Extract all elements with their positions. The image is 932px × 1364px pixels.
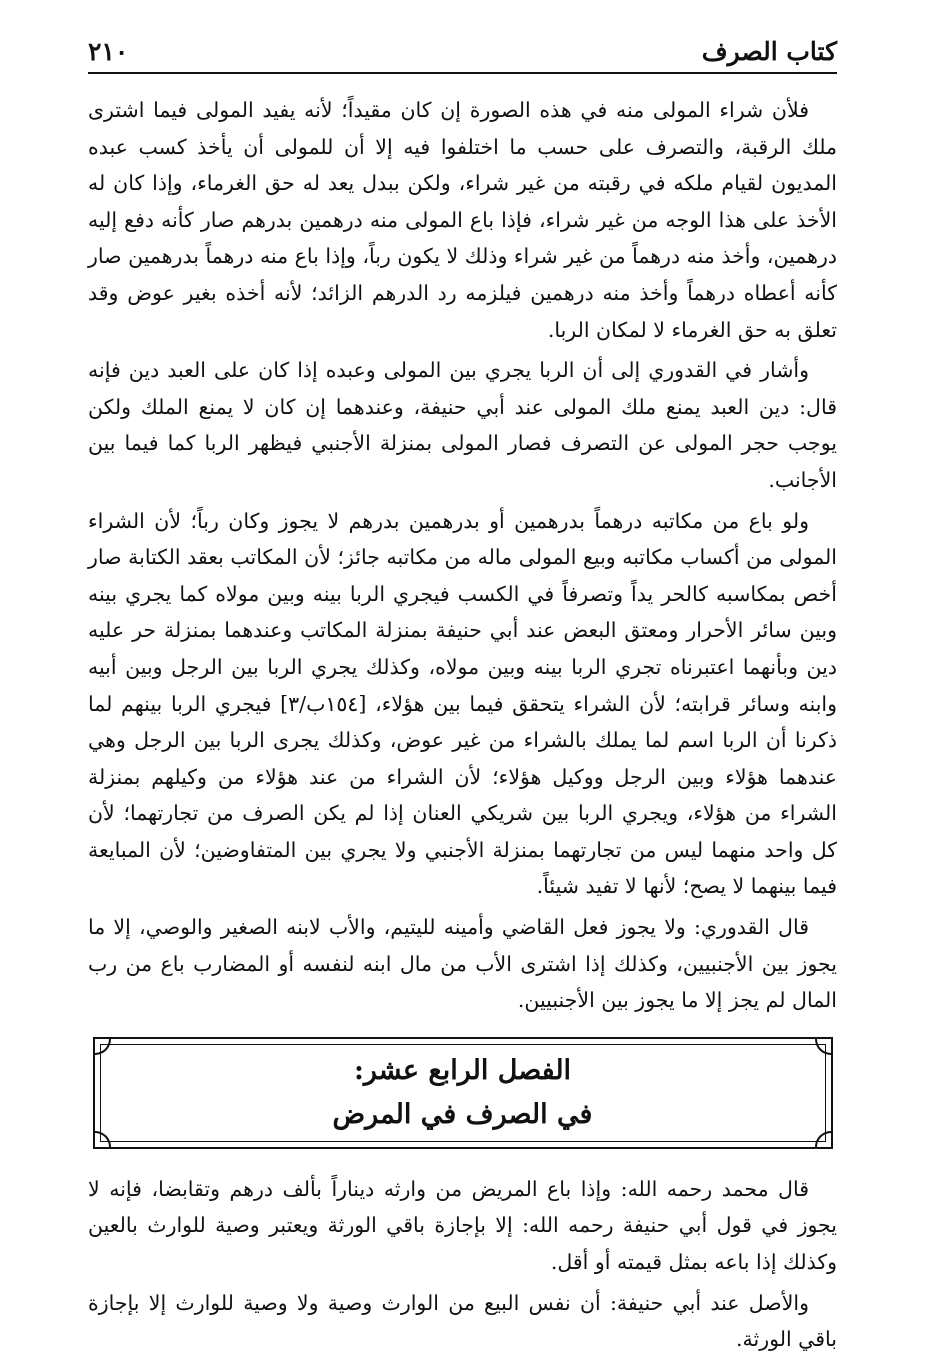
running-title: كتاب الصرف xyxy=(701,37,837,66)
paragraph: والأصل عند أبي حنيفة: أن نفس البيع من الوارث وصية ولا وصية للوارث إلا بإجازة باقي الورثة. xyxy=(88,1290,837,1352)
page-header xyxy=(88,30,837,74)
chapter-number: الفصل الرابع عشر: xyxy=(353,1054,572,1086)
chapter-title: في الصرف في المرض xyxy=(332,1098,593,1130)
page-body xyxy=(88,92,837,1362)
paragraph: قال محمد رحمه الله: وإذا باع المريض من وارثه ديناراً بألف درهم وتقابضا، فإنه لا يجوز في قول أبي حنيفة رحمه الله: إلا بإجازة باقي الورثة ويعتبر وصية للوارث بالعين وكذلك إذا باعه بمثل قيمته أو أقل. xyxy=(88,1176,837,1275)
paragraph: ولو باع من مكاتبه درهماً بدرهمين أو بدرهمين بدرهم لا يجوز وكان رباً؛ لأن الشراء المولى من أكساب مكاتبه وبيع المولى ماله من مكاتبه جائز؛ لأن المكاتب بعقد الكتابة صار أخص بمكاسبه كالحر يداً وتصرفاً في الكسب فيجري الربا بينه وبين مولاه كما يجري بينه وبين سائر الأحرار ومعتق البعض عند أبي حنيفة بمنزلة المكاتب وعندهما بمنزلة حر عليه دين وبأنهما اعتبرناه تجري الربا بينه وبين مولاه، وكذلك يجري الربا بين الرجل وبين أبيه وابنه وسائر قرابته؛ لأن الشراء يتحقق فيما بين هؤلاء، [١٥٤ب/٣] فيجري الربا بينهم لما ذكرنا أن الربا اسم لما يملك بالشراء من غير عوض، وكذلك يجرى الربا بين الرجل وهي عندهما هؤلاء وبين الرجل ووكيل هؤلاء؛ لأن الشراء من عند هؤلاء من وكيلهم بمنزلة الشراء من هؤلاء، ويجري الربا بين شريكي العنان إذا لم يكن الصرف من تجارتهما؛ لأن كل واحد منهما ليس من تجارتهما بمنزلة الأجنبي ولا يجري بين المتفاوضين؛ لأن المبايعة فيما بينهما لا يصح؛ لأنها لا تفيد شيئاً. xyxy=(88,508,837,899)
page-number: ٢١٠ xyxy=(88,37,129,66)
paragraph: فلأن شراء المولى منه في هذه الصورة إن كان مقيداً؛ لأنه يفيد المولى فيما اشترى ملك الرقبة، والتصرف على حسب ما اختلفوا فيه إلا أن للمولى أن يأخذ كسب عبده المديون لقيام ملكه في رقبته من غير شراء، ولكن ببدل يعد له حق الغرماء، وإذا كان له الأخذ على هذا الوجه من غير شراء، فإذا باع المولى منه درهمين بدرهم صار كأنه دفع إليه درهمين، وأخذ منه درهماً من غير شراء وذلك لا يكون رباً، وإذا باع منه درهماً بدرهمين صار كأنه أعطاه درهماً وأخذ منه درهمين فيلزمه رد الدرهم الزائد؛ لأنه أخذه بغير عوض وقد تعلق به حق الغرماء لا لمكان الربا. xyxy=(88,98,837,342)
paragraph: وأشار في القدوري إلى أن الربا يجري بين المولى وعبده إذا كان على العبد دين فإنه قال: دين العبد يمنع ملك المولى عند أبي حنيفة، وعندهما إن كان لا يمنع الملك ولكن يوجب حجر المولى عن التصرف فصار المولى بمنزلة الأجنبي فيظهر الربا كما فيما بين الأجانب. xyxy=(88,358,837,492)
paragraph: قال القدوري: ولا يجوز فعل القاضي وأمينه لليتيم، والأب لابنه الصغير والوصي، إلا ما يجوز بين الأجنبيين، وكذلك إذا اشترى الأب من مال ابنه لنفسه أو المضارب باع من رب المال لم يجز إلا ما يجوز بين الأجنبيين. xyxy=(88,915,837,1013)
chapter-heading xyxy=(100,1044,826,1142)
chapter-heading-frame xyxy=(93,1037,833,1149)
